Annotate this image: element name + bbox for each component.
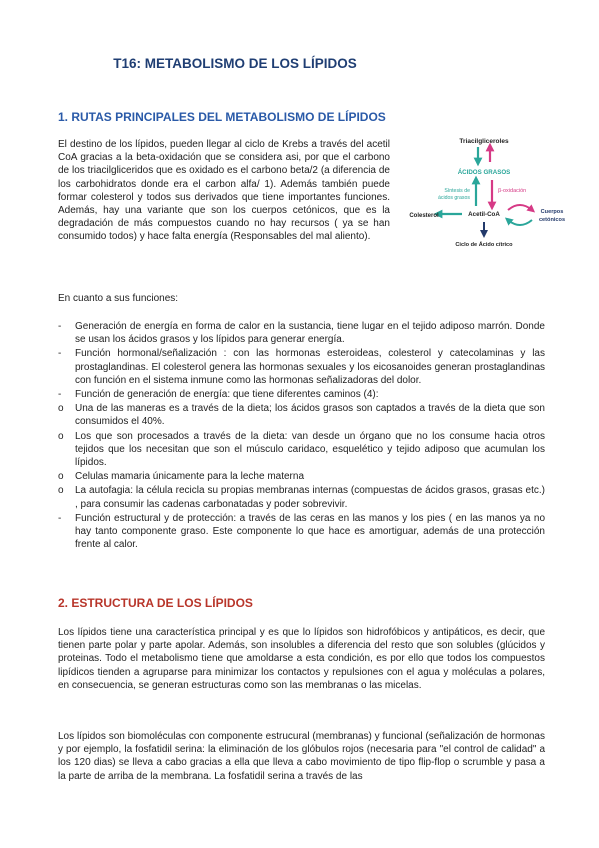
list-item [58, 320, 545, 346]
list-marker: - [58, 512, 62, 524]
diagram-beta-oxidacion: β-oxidación [498, 188, 527, 194]
list-item-text: Función estructural y de protección: a través de las ceras en las manos y los pies ( en las manos ya no hay tanto componente graso. Este componente lo que hace es amortiguar, además de una protección frente al calor. [75, 512, 545, 551]
list-marker: o [58, 403, 64, 415]
section-2-paragraph-1: Los lípidos tiene una característica principal y es que lo lípidos son hidrofóbicos y antipáticos, es decir, que tienen parte polar y parte apolar. Además, son insolubles a diferencia del resto que son solubles (glúcidos y proteinas. Todo el metabolismo tiene que amoldarse a esta condición, es por ello que todos los compuestos lipídicos tienden a agruparse para minimizar los contactos y repulsiones con el agua y moléculas a polares, en consecuencia, se generan estructuras como son las membranas o las micelas. [58, 627, 545, 691]
list-item-text: Función hormonal/señalización : con las hormonas esteroideas, colesterol y catecolaminas y las prostaglandinas. El colesterol genera las hormonas sexuales y los eicosanoides generan prostaglandinas con función en el sistema inmune como las hormonas señalizadoras del dolor. [75, 348, 545, 386]
section-2-heading: 2. ESTRUCTURA DE LOS LÍPIDOS [58, 596, 253, 610]
list-marker: - [58, 348, 62, 360]
section-1-heading: 1. RUTAS PRINCIPALES DEL METABOLISMO DE LÍPIDOS [58, 110, 386, 124]
diagram-colesterol: Colesterol [409, 213, 439, 219]
list-marker: - [58, 389, 62, 401]
diagram-cuerpos-2: cetónicos [538, 217, 566, 223]
diagram-acetil-coa: Acetil-CoA [468, 211, 500, 218]
list-marker: - [58, 321, 62, 332]
list-item-text: Una de las maneras es a través de la dieta; los ácidos grasos son captados a través de la dieta que son consumidos el 40%. [75, 403, 545, 428]
functions-list [58, 320, 545, 552]
section-1-intro: El destino de los lípidos, pueden llegar al ciclo de Krebs a través del acetil CoA gracias a la beta-oxidación que se considera asi, por que el carbono de los triacilgliceridos que es oxidado es el carbono beta/2 (a diferencia de los carbohidratos donde era el carbon alfa/ 1). Además también puede formar colesterol y todos sus derivados que tiene importantes funciones. Además, hay una variante que son los cuerpos cetónicos, que es la degradación de más compuestos cuando no hay recursos ( ya se han consumido todos) y hace falta energía (Responsables del mal aliento). [58, 139, 390, 243]
list-item [58, 430, 545, 470]
arrow-teal-cetonicos [508, 220, 532, 225]
diagram-cuerpos-1: Cuerpos [540, 209, 564, 215]
list-marker: o [58, 471, 64, 483]
list-item [58, 388, 545, 401]
list-item-text: La autofagia: la célula recicla su propias membranas internas (compuestas de ácidos grasos, grasas etc.) , para consumir las cadenas carbonatadas y poder sobrevivir. [75, 485, 545, 510]
list-item [58, 512, 545, 552]
list-item-text: Generación de energía en forma de calor en la sustancia, tiene lugar en el tejido adiposo marrón. Donde se usan los ácidos grasos y los lípidos para generar energía. [75, 321, 545, 346]
functions-intro: En cuanto a sus funciones: [58, 293, 179, 304]
diagram-acidos-grasos: ÁCIDOS GRASOS [457, 169, 511, 176]
section-2-paragraph-2: Los lípidos son biomoléculas con componente estrucural (membranas) y funcional (señalización de hormonas y por ejemplo, la fosfatidil serina: la eliminación de los glóbulos rojos (necesaria para "el control de calidad" a los 120 dias) se lleva a cabo gracias a ella que lleva a cabo movimiento de tipo flip-flop o scrumble y pasa a la parte de arriba de la membrana. La fosfatidil serina a través de las [58, 731, 545, 782]
list-item-text: Los que son procesados a través de la dieta: van desde un órgano que no los consume hacia otros tejidos que los necesitan que son el músculo caridaco, esquelético y tejido adiposo que acumulan los lípidos. [75, 430, 545, 469]
lipid-metabolism-diagram [398, 134, 568, 252]
diagram-sintesis-2: ácidos grasos [437, 195, 470, 201]
list-item [58, 402, 545, 428]
list-item-text: Función de generación de energía: que tiene diferentes caminos (4): [75, 389, 379, 401]
arrow-pink-cetonicos [508, 205, 532, 210]
list-marker: o [58, 430, 64, 442]
list-item-text: Celulas mamaria únicamente para la leche materna [75, 471, 305, 483]
diagram-triacilgliceroles: Triacilgliceroles [459, 138, 509, 145]
diagram-ciclo: Ciclo de Ácido cítrico [455, 242, 513, 248]
list-marker: o [58, 485, 64, 497]
list-item [58, 470, 545, 483]
diagram-sintesis-1: Síntesis de [444, 188, 470, 194]
list-item [58, 484, 545, 510]
list-item [58, 347, 545, 387]
page-title: T16: METABOLISMO DE LOS LÍPIDOS [113, 56, 357, 71]
